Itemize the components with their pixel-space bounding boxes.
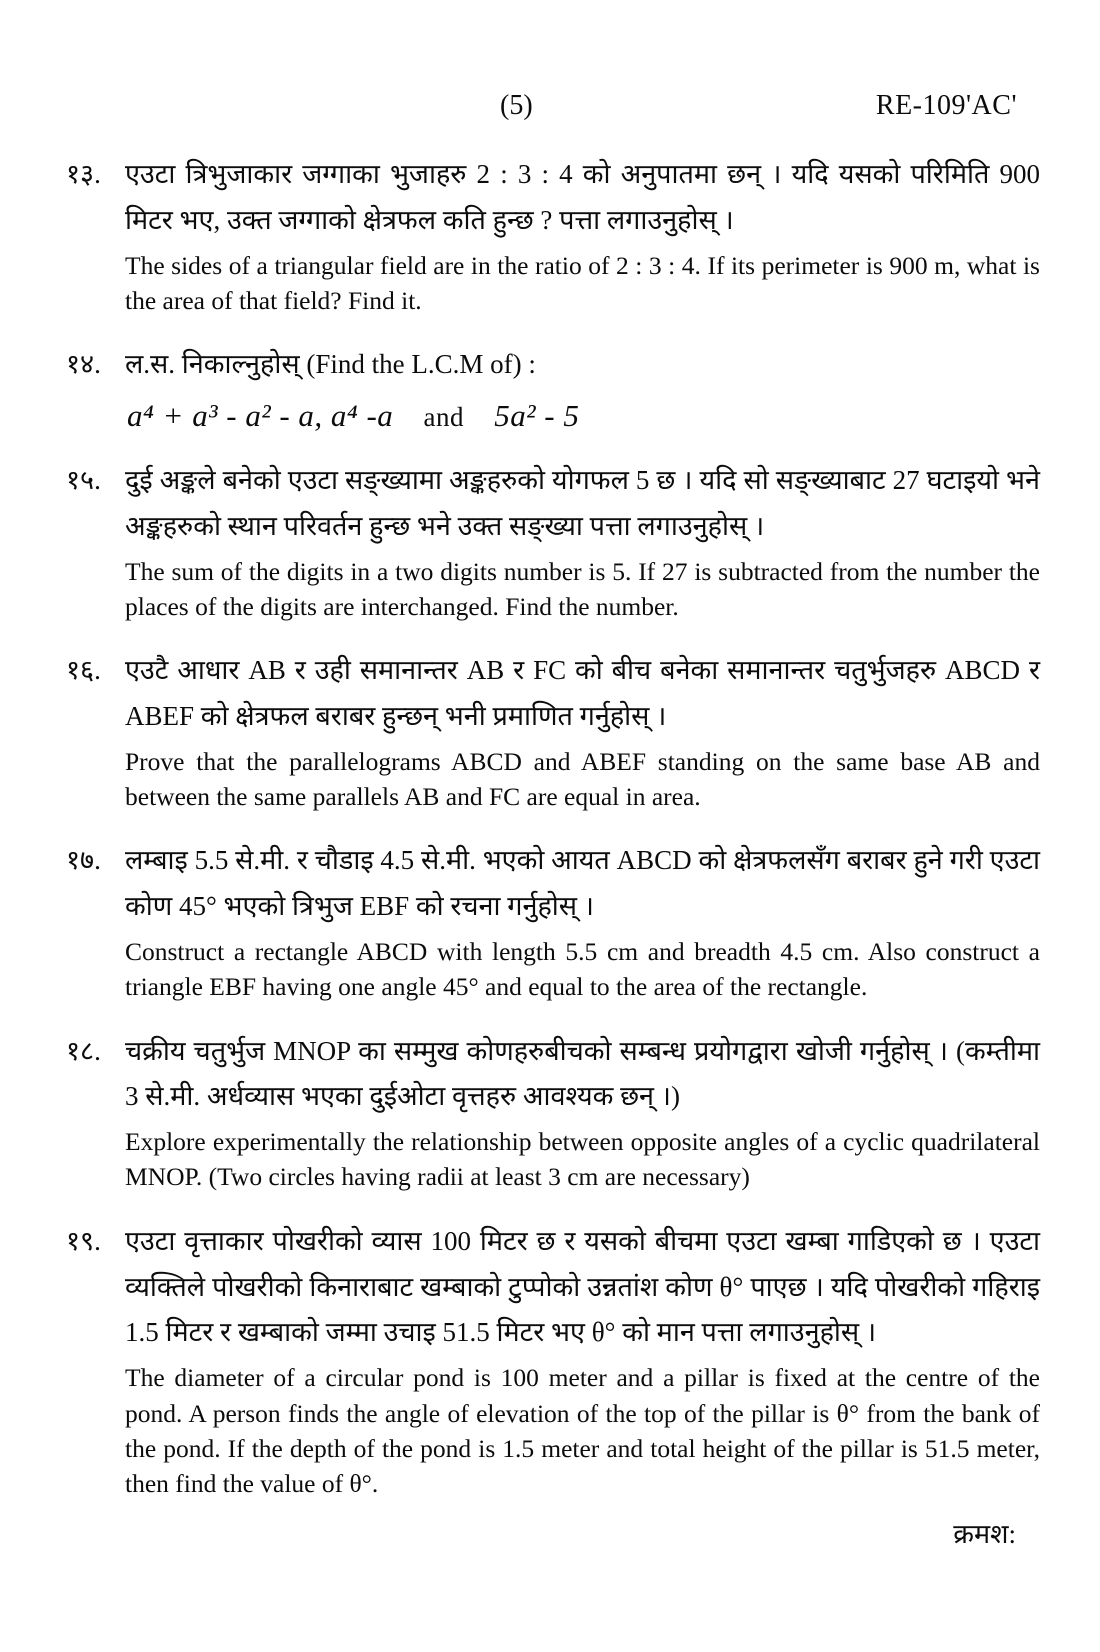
question-text-nepali: एउटै आधार AB र उही समानान्तर AB र FC को बीच बनेका समानान्तर चतुर्भुजहरु ABCD र ABEF को क्षेत्रफल बराबर हुन्छन् भनी प्रमाणित गर्नुहोस् । — [125, 655, 1040, 732]
question-number: १७. — [66, 845, 101, 876]
question-19 — [66, 1219, 1040, 1501]
question-text-nepali: एउटा वृत्ताकार पोखरीको व्यास 100 मिटर छ र यसको बीचमा एउटा खम्बा गाडिएको छ । एउटा व्यक्तिले पोखरीको किनाराबाट खम्बाको टुप्पोको उन्नतांश कोण θ° पाएछ । यदि पोखरीको गहिराइ 1.5 मिटर र खम्बाको जम्मा उचाइ 51.5 मिटर भए θ° को मान पत्ता लगाउनुहोस् । — [125, 1225, 1040, 1348]
question-text-english: The sides of a triangular field are in the ratio of 2 : 3 : 4. If its perimeter is 900 m, what is the area of that field? Find it. — [125, 250, 1040, 315]
question-text-english: The sum of the digits in a two digits number is 5. If 27 is subtracted from the number the places of the digits are interchanged. Find the number. — [125, 556, 1040, 622]
question-13 — [66, 152, 1040, 318]
question-text-nepali: चक्रीय चतुर्भुज MNOP का सम्मुख कोणहरुबीचको सम्बन्ध प्रयोगद्वारा खोजी गर्नुहोस् । (कम्तीमा 3 से.मी. अर्धव्यास भएका दुईओटा वृत्तहरु आवश्यक छन् ।) — [125, 1035, 1040, 1112]
question-text-english: The diameter of a circular pond is 100 meter and a pillar is fixed at the centre of the pond. A person finds the angle of elevation of the top of the pillar is θ° from the bank of the pond. If the depth of the pond is 1.5 meter and total height of the pillar is 51.5 meter, then find the value of θ°. — [125, 1363, 1040, 1498]
question-body — [125, 838, 1040, 1004]
question-number: १६. — [66, 655, 101, 686]
question-18 — [66, 1029, 1040, 1195]
question-text-nepali: लम्बाइ 5.5 से.मी. र चौडाइ 4.5 से.मी. भएको आयत ABCD को क्षेत्रफलसँग बराबर हुने गरी एउटा कोण 45° भएको त्रिभुज EBF को रचना गर्नुहोस् । — [125, 845, 1040, 922]
question-text-nepali: ल.स. निकाल्नुहोस् (Find the L.C.M of) : — [125, 349, 536, 380]
math-expression — [127, 398, 1040, 434]
question-text-english: Explore experimentally the relationship between opposite angles of a cyclic quadrilateral MNOP. (Two circles having radii at least 3 cm are necessary) — [125, 1127, 1040, 1192]
math-expression-terms: a⁴ + a³ - a² - a, a⁴ -a — [127, 398, 394, 434]
question-number: १९. — [66, 1225, 101, 1256]
question-15 — [66, 458, 1040, 624]
footer-continued-note: क्रमश: — [953, 1519, 1016, 1549]
question-body — [125, 152, 1040, 318]
question-number: १५. — [66, 465, 101, 496]
question-text-nepali: एउटा त्रिभुजाकार जग्गाका भुजाहरु 2 : 3 : 4 को अनुपातमा छन् । यदि यसको परिमिति 900 मिटर भए, उक्त जग्गाको क्षेत्रफल कति हुन्छ ? पत्ता लगाउनुहोस् । — [125, 159, 1040, 235]
question-body — [125, 1029, 1040, 1195]
math-expression-terms: 5a² - 5 — [494, 398, 580, 434]
document-code: RE-109'AC' — [875, 90, 1017, 121]
question-text-english: Prove that the parallelograms ABCD and ABEF standing on the same base AB and between the same parallels AB and FC are equal in area. — [125, 746, 1040, 812]
question-number: १८. — [66, 1035, 101, 1066]
question-body — [125, 458, 1040, 624]
question-body — [125, 342, 1040, 434]
question-16 — [66, 648, 1040, 814]
question-text-english: Construct a rectangle ABCD with length 5.5 cm and breadth 4.5 cm. Also construct a triangle EBF having one angle 45° and equal to the area of the rectangle. — [125, 937, 1040, 1002]
question-body — [125, 1219, 1040, 1501]
math-conjunction: and — [423, 402, 465, 433]
question-number: १४. — [66, 349, 101, 380]
question-text-nepali: दुई अङ्कले बनेको एउटा सङ्ख्यामा अङ्कहरुको योगफल 5 छ । यदि सो सङ्ख्याबाट 27 घटाइयो भने अङ्कहरुको स्थान परिवर्तन हुन्छ भने उक्त सङ्ख्या पत्ता लगाउनुहोस् । — [125, 465, 1040, 541]
page-number: (5) — [500, 90, 533, 121]
page-header — [66, 90, 1040, 130]
question-17 — [66, 838, 1040, 1004]
question-number: १३. — [66, 159, 101, 189]
question-14 — [66, 342, 1040, 434]
question-body — [125, 648, 1040, 814]
